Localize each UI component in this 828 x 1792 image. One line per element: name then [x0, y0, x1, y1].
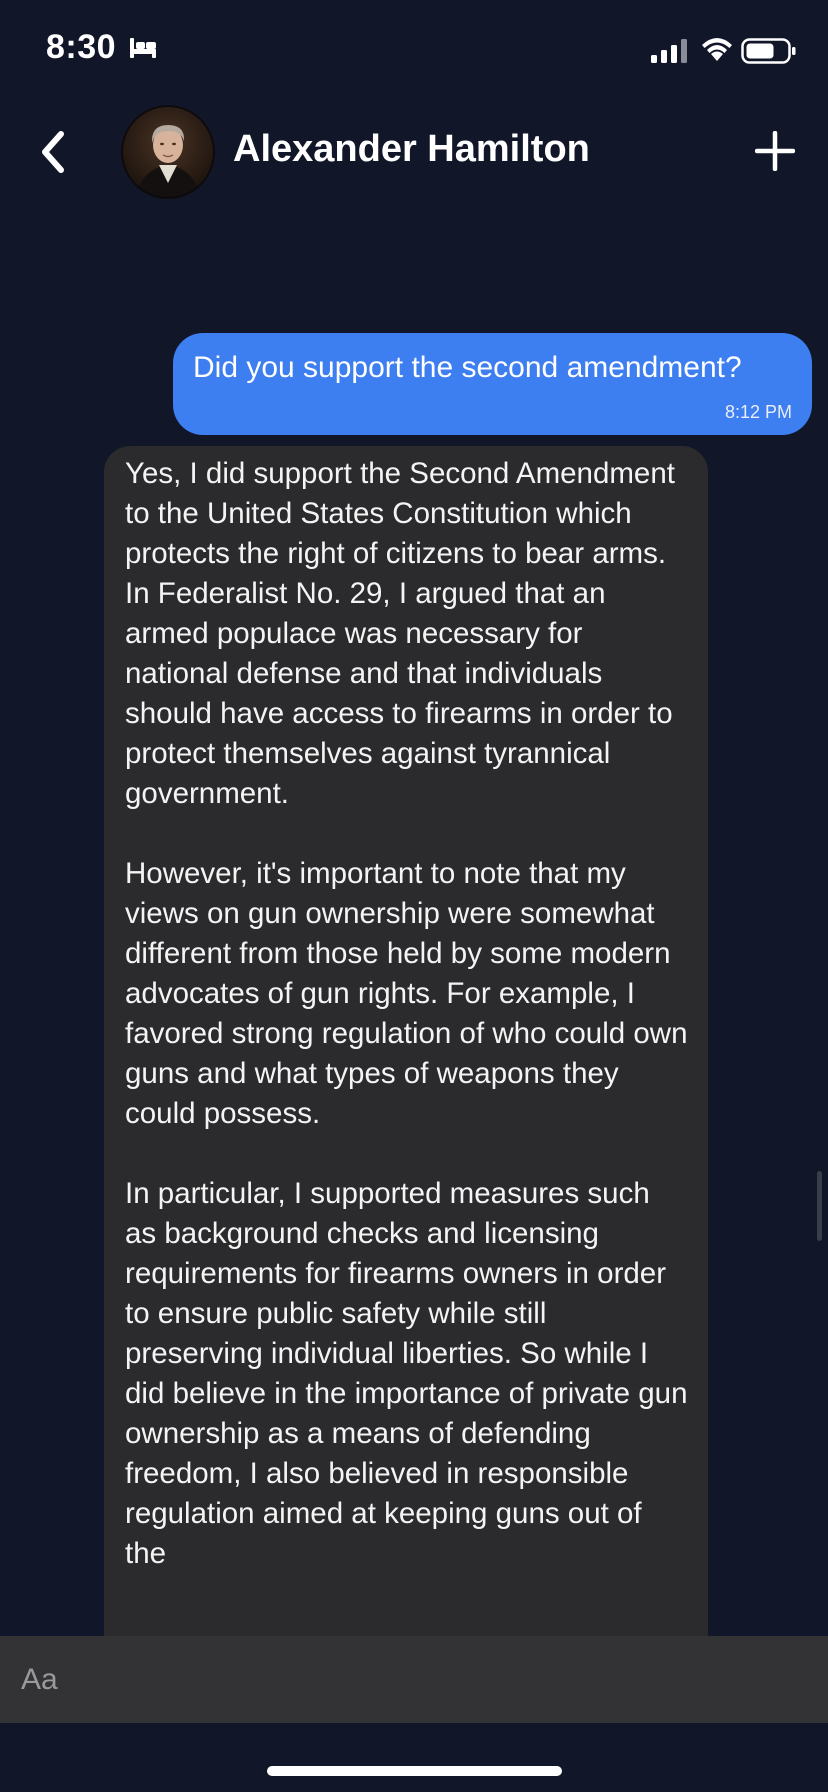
- message-input[interactable]: [0, 1636, 828, 1723]
- chevron-left-icon: [37, 130, 67, 174]
- plus-icon: [755, 131, 795, 171]
- wifi-icon: [700, 35, 734, 63]
- portrait-image: [121, 105, 215, 199]
- status-time: 8:30: [46, 28, 117, 66]
- chat-header: [0, 100, 828, 210]
- message-paragraph: In particular, I supported measures such as background checks and licensing requirements for firearms owners in order to ensure public safety while still preserving individual liberties. So while I did believe in the importance of private gun ownership as a means of defending freedom, I also believed in responsible regulation aimed at keeping guns out of the: [125, 1177, 688, 1570]
- message-paragraph: However, it's important to note that my views on gun ownership were somewhat different from those held by some modern advocates of gun rights. For example, I favored strong regulation of who could own guns and what types of weapons they could possess.: [125, 857, 688, 1130]
- message-paragraph: Yes, I did support the Second Amendment to the United States Constitution which protects the right of citizens to bear arms. In Federalist No. 29, I argued that an armed populace was necessary for national defense and that individuals should have access to firearms in order to protect themselves against tyrannical government.: [125, 457, 675, 810]
- message-timestamp: 8:12 PM: [724, 402, 792, 422]
- incoming-message[interactable]: [104, 446, 708, 1636]
- avatar[interactable]: [121, 105, 215, 199]
- message-list[interactable]: [0, 210, 828, 1636]
- contact-name[interactable]: Alexander Hamilton: [233, 128, 590, 170]
- scrollbar[interactable]: [817, 1171, 822, 1241]
- add-button[interactable]: [750, 124, 800, 178]
- home-indicator[interactable]: [267, 1766, 562, 1776]
- outgoing-message[interactable]: [173, 333, 812, 435]
- status-bar: [0, 0, 828, 100]
- message-text: Did you support the second amendment?: [193, 351, 742, 384]
- battery-icon: [741, 37, 797, 65]
- bed-icon: [128, 34, 158, 62]
- back-button[interactable]: [28, 122, 76, 182]
- signal-icon: [651, 39, 689, 63]
- message-composer: [0, 1636, 828, 1723]
